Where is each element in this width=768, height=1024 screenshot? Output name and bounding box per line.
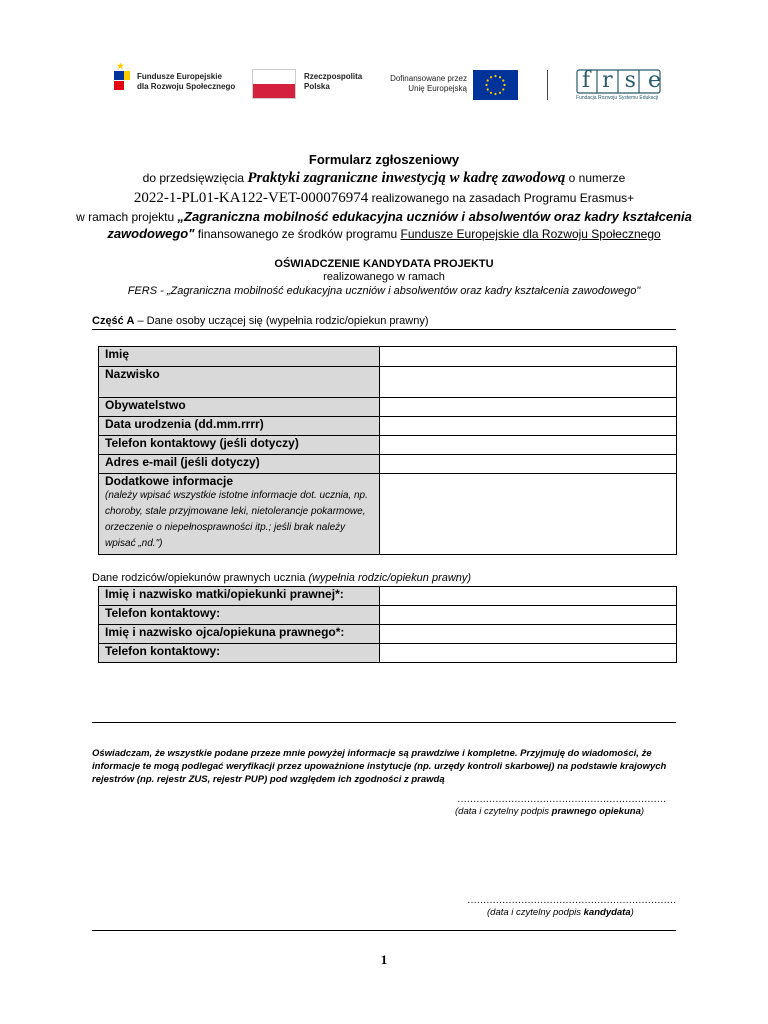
guardian-caption-post: ) [640,806,645,817]
guardian-caption-pre: (data i czytelny podpis [455,806,552,817]
eu-star-icon [502,88,504,90]
last-name-field[interactable] [380,367,677,398]
frse-logo-text: frse [582,68,673,93]
part-a-heading [92,315,429,327]
declaration-fers: FERS - „Zagraniczna mobilność edukacyjna uczniów i absolwentów oraz kadry kształcenia zawodowego" [127,285,641,297]
project-name: Praktyki zagraniczne inwestycją w kadrę zawodową [247,170,566,186]
rp-logo-text [304,72,362,92]
eu-star-icon [499,76,501,78]
father-name-field[interactable] [380,625,677,644]
project-line1-post: o numerze [565,171,626,185]
parents-data-table [98,586,677,663]
form-title: Formularz zgłoszeniowy [308,152,460,167]
table-row [99,644,677,663]
eu-star-icon [490,92,492,94]
birth-date-field[interactable] [380,417,677,436]
rp-logo-line1: Rzeczpospolita [304,72,363,81]
first-name-field[interactable] [380,347,677,367]
parents-heading [92,572,471,584]
table-row [99,367,677,398]
eu-star-icon [503,84,505,86]
eu-flag [473,70,518,100]
father-phone-label: Telefon kontaktowy: [99,644,380,663]
table-row [99,347,677,367]
fundusze-europejskie-logo [108,63,132,97]
eu-star-icon [485,84,487,86]
mother-name-field[interactable] [380,587,677,606]
rp-logo-line2: Polska [304,82,330,91]
additional-info-label [99,474,380,555]
project-line3-pre: w ramach projektu [76,210,178,224]
poland-flag [252,69,296,99]
project-line3 [0,209,768,224]
project-title-part2: zawodowego" [107,226,195,241]
candidate-signature-caption [487,907,634,918]
declaration-divider [92,722,676,723]
citizenship-field[interactable] [380,398,677,417]
table-row [99,474,677,555]
mother-name-label: Imię i nazwisko matki/opiekunki prawnej*: [99,587,380,606]
project-title-part1: „Zagraniczna mobilność edukacyjna uczniów i absolwentów oraz kadry kształcenia [177,209,692,224]
father-phone-field[interactable] [380,644,677,663]
mother-phone-field[interactable] [380,606,677,625]
project-line2 [0,190,768,207]
eu-star-icon [487,88,489,90]
project-line1-pre: do przedsięwzięcia [142,171,248,185]
declaration-subtitle: realizowanego w ramach [323,271,445,283]
candidate-caption-post: ) [630,907,634,918]
email-label: Adres e-mail (jeśli dotyczy) [99,455,380,474]
eu-logo-line2: Unię Europejską [408,84,467,93]
eu-star-icon [502,79,504,81]
project-line2-post: realizowanego na zasadach Programu Erasmus+ [368,191,635,205]
parents-heading-text: Dane rodziców/opiekunów prawnych ucznia [92,572,309,584]
citizenship-label: Obywatelstwo [99,398,380,417]
phone-field[interactable] [380,436,677,455]
eu-star-icon [494,75,496,77]
eu-logo-text [382,74,467,94]
part-a-divider [92,329,676,330]
frse-subtitle: Fundacja Rozwoju Systemu Edukacji [576,95,659,101]
logo-separator [547,70,548,100]
page-number: 1 [380,952,388,967]
project-number: 2022-1-PL01-KA122-VET-000076974 [133,190,369,206]
guardian-signature-line[interactable]: ………………………………………………………… [457,794,666,805]
guardian-caption-bold: prawnego opiekuna [551,806,641,817]
additional-info-field[interactable] [380,474,677,555]
father-name-label: Imię i nazwisko ojca/opiekuna prawnego*: [99,625,380,644]
part-a-desc: – Dane osoby uczącej się (wypełnia rodzic/opiekun prawny) [134,315,429,327]
candidate-caption-bold: kandydata [583,907,631,918]
eu-logo-line1: Dofinansowane przez [390,74,467,83]
phone-label: Telefon kontaktowy (jeśli dotyczy) [99,436,380,455]
project-line4 [0,226,768,241]
eu-star-icon [487,79,489,81]
eu-star-icon [494,93,496,95]
project-line4-mid: finansowanego ze środków programu [194,227,401,241]
table-row [99,455,677,474]
candidate-caption-pre: (data i czytelny podpis [487,907,584,918]
mother-phone-label: Telefon kontaktowy: [99,606,380,625]
student-data-table [98,346,677,555]
fe-logo-text [137,72,235,92]
table-row [99,398,677,417]
part-a-label: Część A [92,315,135,327]
fe-logo-line1: Fundusze Europejskie [137,72,222,81]
table-row [99,606,677,625]
declaration-title: OŚWIADCZENIE KANDYDATA PROJEKTU [274,258,494,270]
eu-star-icon [499,92,501,94]
candidate-signature-line[interactable]: ………………………………………………………… [467,895,676,906]
parents-heading-note: (wypełnia rodzic/opiekun prawny) [308,572,472,584]
program-name: Fundusze Europejskie dla Rozwoju Społecznego [400,227,661,241]
table-row [99,625,677,644]
footer-divider [92,930,676,931]
eu-star-icon [490,76,492,78]
declaration-text: Oświadczam, że wszystkie podane przeze mnie powyżej informacje są prawdziwe i kompletne. Przyjmuję do wiadomości, że informacje te mogą podlegać weryfikacji przez upoważnione instytucje (np. urzędy kontroli skarbowej) na podstawie krajowych rejestrów (np. rejestr ZUS, rejestr PUP) pod względem ich zgodności z prawdą [92,748,667,785]
email-field[interactable] [380,455,677,474]
additional-info-note: (należy wpisać wszystkie istotne informacje dot. ucznia, np. choroby, stale przyjmowane leki, nietolerancje pokarmowe, orzeczenie o niepełnosprawności itp.; jeśli brak należy wpisać „nd.") [105,490,368,549]
table-row [99,587,677,606]
fe-logo-line2: dla Rozwoju Społecznego [137,82,236,91]
table-row [99,417,677,436]
birth-date-label: Data urodzenia (dd.mm.rrrr) [99,417,380,436]
table-row [99,436,677,455]
additional-info-title: Dodatkowe informacje [105,474,234,488]
guardian-signature-caption [455,806,644,817]
last-name-label: Nazwisko [99,367,380,398]
project-line1 [0,170,768,187]
frse-logo [576,68,673,94]
first-name-label: Imię [99,347,380,367]
